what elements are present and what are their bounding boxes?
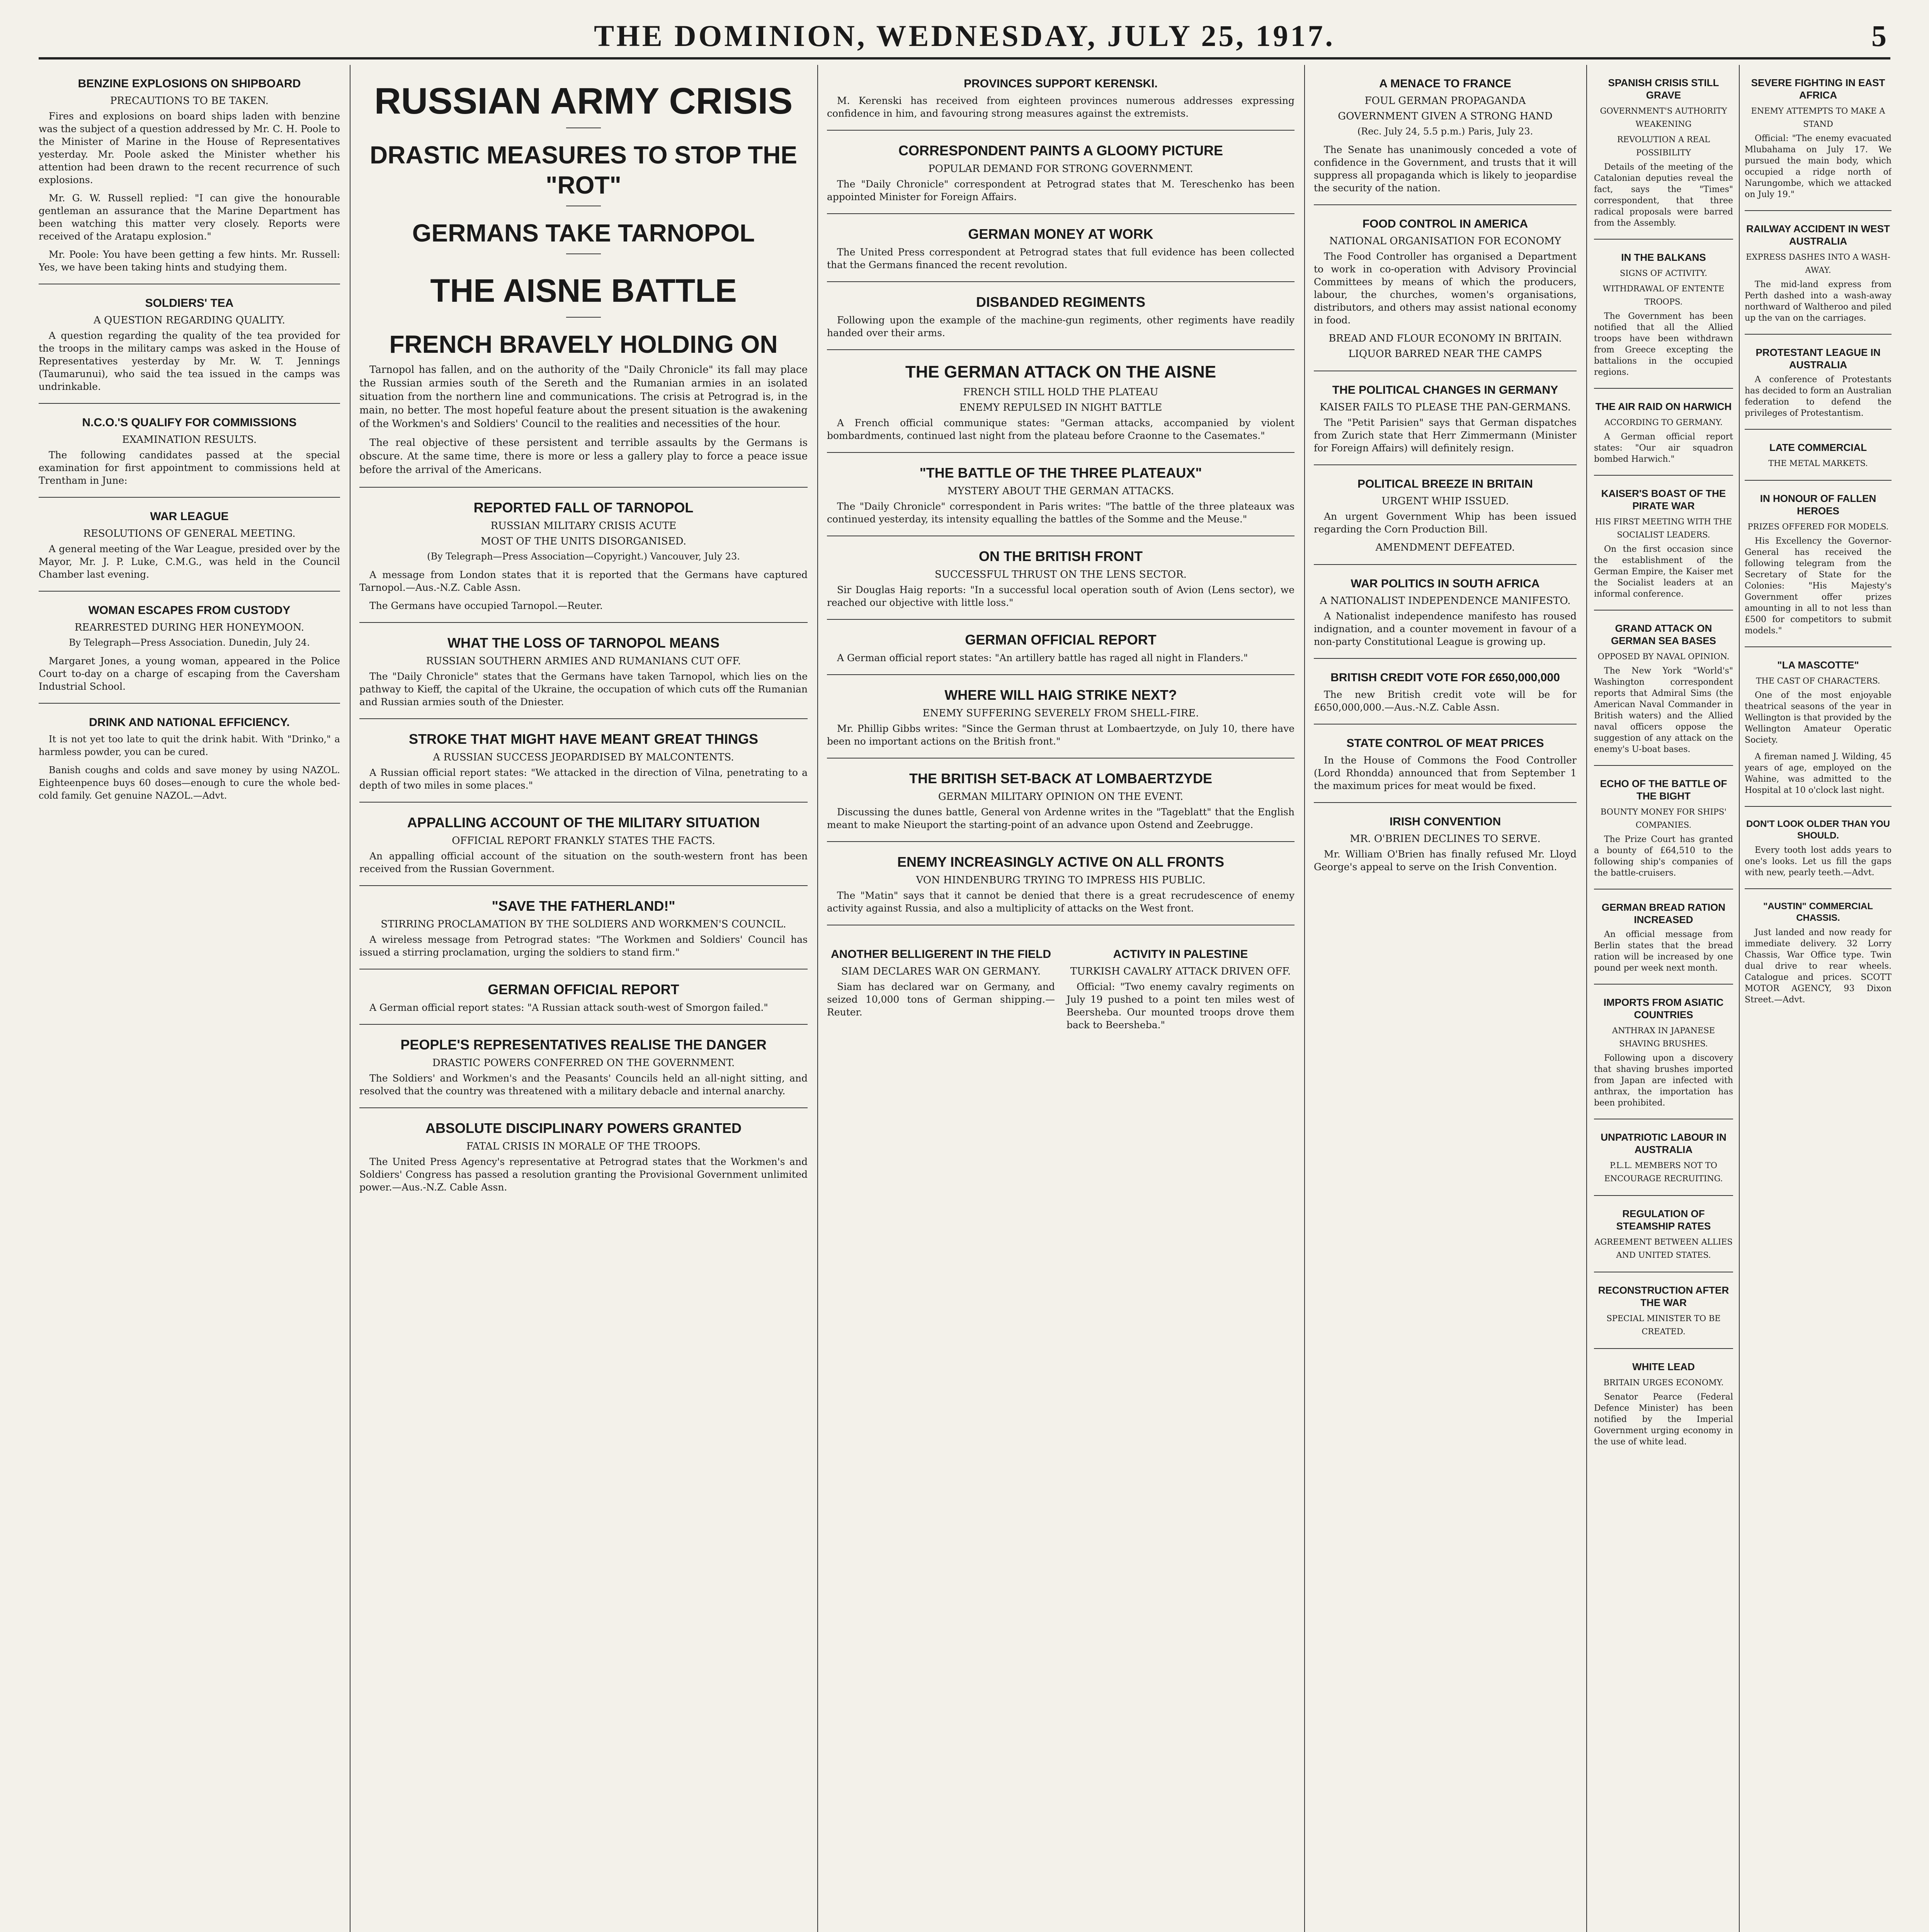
subheading: HIS FIRST MEETING WITH THE SOCIALIST LEADERS.: [1595, 517, 1732, 539]
paragraph: Official: "The enemy evacuated Mlubahama on July 17. We pursued the main body, which occupied a ridge north of Narungombe, which we attacked on July 19.": [1745, 134, 1892, 199]
divider: [1745, 210, 1892, 211]
divider: [1594, 1348, 1733, 1349]
paragraph: Mr. William O'Brien has finally refused Mr. Lloyd George's appeal to serve on the Irish Convention.: [1314, 849, 1577, 872]
paragraph: Fires and explosions on board ships laden with benzine was the subject of a question addressed by Mr. C. H. Poole to the Minister of Marine in the House of Representatives yesterday. Mr. Poole asked the Minister whether his attention had been drawn to the recent recurrence of such explosions.: [39, 111, 340, 185]
subheading: MR. O'BRIEN DECLINES TO SERVE.: [1350, 833, 1541, 845]
headline: ACTIVITY IN PALESTINE: [1113, 948, 1248, 961]
paragraph: The "Daily Chronicle" correspondent in Paris writes: "The battle of the three plateaux was continued yesterday, its intensity equalling the battles of the Somme and the Meuse.": [827, 501, 1295, 525]
headline: REGULATION OF STEAMSHIP RATES: [1616, 1208, 1711, 1232]
subheading: REARRESTED DURING HER HONEYMOON.: [74, 622, 304, 633]
paragraph: A Russian official report states: "We attacked in the direction of Vilna, penetrating to a depth of two miles in some places.": [359, 767, 808, 791]
headline: IMPORTS FROM ASIATIC COUNTRIES: [1603, 997, 1724, 1020]
column-6: [1745, 65, 1892, 1932]
headline: SPANISH CRISIS STILL GRAVE: [1608, 77, 1719, 101]
headline: THE AIR RAID ON HARWICH: [1595, 401, 1732, 412]
subheading: P.L.L. MEMBERS NOT TO ENCOURAGE RECRUITING.: [1604, 1161, 1723, 1183]
divider: [39, 591, 340, 592]
subheading: FOUL GERMAN PROPAGANDA: [1364, 95, 1526, 107]
divider: [39, 403, 340, 404]
subheading: GOVERNMENT GIVEN A STRONG HAND: [1338, 111, 1553, 122]
divider: [359, 1024, 808, 1025]
headline: RECONSTRUCTION AFTER THE WAR: [1598, 1284, 1729, 1308]
headline: THE POLITICAL CHANGES IN GERMANY: [1332, 384, 1558, 396]
column-2: [359, 65, 808, 1932]
column-rule: [817, 65, 818, 1932]
paragraph: Details of the meeting of the Catalonian deputies reveal the fact, says the "Times" correspondent, that three radical proposals were barred from the Assembly.: [1594, 162, 1733, 228]
palestine-article: [1067, 935, 1295, 1037]
subheading: RUSSIAN SOUTHERN ARMIES AND RUMANIANS CUT OFF.: [426, 655, 741, 667]
subheading: PRIZES OFFERED FOR MODELS.: [1747, 522, 1889, 531]
paragraph: The "Daily Chronicle" correspondent at Petrograd states that M. Tereschenko has been appointed Minister for Foreign Affairs.: [827, 179, 1295, 202]
paragraph: The "Daily Chronicle" states that the Germans have taken Tarnopol, which lies on the pathway to Kieff, the capital of the Ukraine, the occupation of which cuts off the Rumanian and Russian armies south of the Dniester.: [359, 671, 808, 707]
headline: FOOD CONTROL IN AMERICA: [1362, 218, 1528, 230]
divider: [1314, 564, 1577, 565]
subheading: A RUSSIAN SUCCESS JEOPARDISED BY MALCONTENTS.: [433, 752, 734, 763]
subheading: SPECIAL MINISTER TO BE CREATED.: [1606, 1314, 1721, 1336]
divider: [1745, 888, 1892, 889]
main-subheadline: DRASTIC MEASURES TO STOP THE "ROT": [370, 141, 797, 199]
paragraph: The "Matin" says that it cannot be denied that there is a great recrudescence of enemy activity against Russia, and also a multiplicity of attacks on the West front.: [827, 890, 1295, 914]
divider: [827, 281, 1295, 282]
headline: BENZINE EXPLOSIONS ON SHIPBOARD: [78, 77, 301, 90]
subheading: GOVERNMENT'S AUTHORITY WEAKENING: [1600, 106, 1727, 129]
subheading: ENEMY ATTEMPTS TO MAKE A STAND: [1751, 106, 1885, 129]
paragraph: One of the most enjoyable theatrical seasons of the year in Wellington is that provided by the Wellington Amateur Operatic Society.: [1745, 690, 1892, 745]
paragraph: The following candidates passed at the special examination for first appointment to commissions held at Trentham in June:: [39, 449, 340, 486]
divider: [1594, 239, 1733, 240]
dateline: (Rec. July 24, 5.5 p.m.) Paris, July 23.: [1357, 126, 1533, 137]
headline: ANOTHER BELLIGERENT IN THE FIELD: [831, 948, 1051, 961]
subheading: MOST OF THE UNITS DISORGANISED.: [481, 536, 686, 547]
divider: [827, 130, 1295, 131]
paragraph: An appalling official account of the situation on the south-western front has been received from the Russian Government.: [359, 850, 808, 874]
headline: CORRESPONDENT PAINTS A GLOOMY PICTURE: [898, 143, 1223, 158]
headline: PROTESTANT LEAGUE IN AUSTRALIA: [1755, 347, 1881, 371]
subheading: A NATIONALIST INDEPENDENCE MANIFESTO.: [1320, 595, 1571, 607]
headline: STROKE THAT MIGHT HAVE MEANT GREAT THINGS: [409, 731, 758, 747]
paragraph: The Senate has unanimously conceded a vote of confidence in the Government, and trusts that it will suppress all propaganda which is likely to jeopardise the security of the nation.: [1314, 144, 1577, 194]
headline: GERMAN BREAD RATION INCREASED: [1601, 901, 1726, 925]
subheading: OFFICIAL REPORT FRANKLY STATES THE FACTS.: [452, 835, 715, 847]
headline: IN HONOUR OF FALLEN HEROES: [1760, 493, 1876, 517]
headline: BRITISH CREDIT VOTE FOR £650,000,000: [1330, 671, 1560, 684]
advertisement: Every tooth lost adds years to one's looks. Let us fill the gaps with new, pearly teeth.—Advt.: [1745, 845, 1892, 878]
divider: [359, 622, 808, 623]
paragraph: A German official report states: "An artillery battle has raged all night in Flanders.": [837, 652, 1248, 663]
subheading: DRASTIC POWERS CONFERRED ON THE GOVERNMENT.: [432, 1057, 735, 1069]
headline: WAR POLITICS IN SOUTH AFRICA: [1351, 577, 1540, 590]
headline: APPALLING ACCOUNT OF THE MILITARY SITUATION: [407, 815, 760, 830]
headline: THE GERMAN ATTACK ON THE AISNE: [905, 362, 1216, 381]
paragraph: Sir Douglas Haig reports: "In a successful local operation south of Avion (Lens sector), we reached our objective with little loss.": [827, 584, 1295, 608]
paragraph: A conference of Protestants has decided to form an Australian federation to defend the privileges of Protestantism.: [1745, 375, 1892, 418]
headline: POLITICAL BREEZE IN BRITAIN: [1357, 478, 1533, 490]
paragraph: A fireman named J. Wilding, 45 years of age, employed on the Wahine, was admitted to the Hospital at 10 o'clock last night.: [1745, 752, 1892, 795]
divider: [1594, 610, 1733, 611]
subheading: REVOLUTION A REAL POSSIBILITY: [1617, 135, 1710, 157]
divider: [1594, 984, 1733, 985]
paragraph: Senator Pearce (Federal Defence Minister) has been notified by the Imperial Government urging economy in the use of white lead.: [1594, 1392, 1733, 1447]
column-rule: [1304, 65, 1305, 1932]
headline: WHITE LEAD: [1632, 1361, 1695, 1372]
headline: DRINK AND NATIONAL EFFICIENCY.: [89, 716, 290, 729]
divider: [827, 213, 1295, 214]
advertisement: Banish coughs and colds and save money by using NAZOL. Eighteenpence buys 60 doses—enough to cure the whole bed-cold family. Get genuine NAZOL.—Advt.: [39, 765, 340, 801]
main-subheadline: FRENCH BRAVELY HOLDING ON: [389, 330, 778, 358]
divider: [359, 1107, 808, 1108]
newspaper-title: THE DOMINION, WEDNESDAY, JULY 25, 1917.: [594, 19, 1335, 53]
subheading: RESOLUTIONS OF GENERAL MEETING.: [83, 528, 296, 539]
paragraph: The new British credit vote will be for £650,000,000.—Aus.-N.Z. Cable Assn.: [1314, 689, 1577, 713]
subheading: SUCCESSFUL THRUST ON THE LENS SECTOR.: [935, 569, 1187, 580]
paragraph: The Soldiers' and Workmen's and the Peasants' Councils held an all-night sitting, and resolved that the country was threatened with a military debacle and internal anarchy.: [359, 1073, 808, 1097]
headline: SEVERE FIGHTING IN EAST AFRICA: [1751, 77, 1885, 101]
bottom-split: [827, 935, 1295, 1037]
paragraph: The Government has been notified that all the Allied troops have been withdrawn from Greece excepting the battalions in the occupied regions.: [1594, 311, 1733, 377]
subheading: GERMAN MILITARY OPINION ON THE EVENT.: [938, 791, 1184, 803]
headline: GERMAN OFFICIAL REPORT: [488, 981, 679, 997]
headline: WAR LEAGUE: [150, 510, 229, 523]
dateline: By Telegraph—Press Association. Dunedin, July 24.: [69, 637, 310, 648]
headline: GERMAN MONEY AT WORK: [968, 226, 1153, 242]
main-headline: THE AISNE BATTLE: [430, 272, 737, 309]
advertisement-heading: DON'T LOOK OLDER THAN YOU SHOULD.: [1746, 819, 1890, 841]
headline: ON THE BRITISH FRONT: [979, 548, 1143, 564]
subheading: ACCORDING TO GERMANY.: [1604, 418, 1723, 427]
advertisement-heading: "AUSTIN" COMMERCIAL CHASSIS.: [1763, 901, 1873, 923]
divider: [359, 802, 808, 803]
headline: STATE CONTROL OF MEAT PRICES: [1346, 737, 1544, 750]
subheading: LIQUOR BARRED NEAR THE CAMPS: [1348, 348, 1542, 360]
column-3: [827, 65, 1295, 1932]
headline: N.C.O.'S QUALIFY FOR COMMISSIONS: [82, 416, 297, 429]
headline: THE BRITISH SET-BACK AT LOMBAERTZYDE: [909, 770, 1212, 786]
headline: LATE COMMERCIAL: [1769, 442, 1867, 453]
headline: WHERE WILL HAIG STRIKE NEXT?: [944, 687, 1177, 703]
divider: [1594, 765, 1733, 766]
dateline: (By Telegraph—Press Association—Copyright.) Vancouver, July 23.: [427, 551, 740, 562]
headline: DISBANDED REGIMENTS: [976, 294, 1146, 310]
paragraph: The Prize Court has granted a bounty of £64,510 to the following ship's companies of the battle-cruisers.: [1594, 835, 1733, 878]
divider: [827, 841, 1295, 842]
divider: [359, 718, 808, 719]
paragraph: An urgent Government Whip has been issued regarding the Corn Production Bill.: [1314, 511, 1577, 535]
headline: GRAND ATTACK ON GERMAN SEA BASES: [1611, 622, 1716, 646]
paragraph: Mr. Phillip Gibbs writes: "Since the German thrust at Lombaertzyde, on July 10, there have been no important actions on the British front.": [827, 723, 1295, 747]
subheading: RUSSIAN MILITARY CRISIS ACUTE: [490, 520, 677, 532]
headline: SOLDIERS' TEA: [145, 297, 234, 310]
divider: [827, 674, 1295, 675]
divider: [359, 487, 808, 488]
main-headline: RUSSIAN ARMY CRISIS: [374, 80, 793, 122]
column-1: [39, 65, 340, 1932]
headline: A MENACE TO FRANCE: [1379, 77, 1511, 90]
subheading: EXAMINATION RESULTS.: [122, 434, 257, 446]
subheading: SIGNS OF ACTIVITY.: [1619, 269, 1708, 278]
divider: [827, 349, 1295, 350]
paragraph: An official message from Berlin states that the bread ration will be increased by one pound per week next month.: [1594, 930, 1733, 973]
paragraph: A German official report states: "A Russian attack south-west of Smorgon failed.": [369, 1002, 768, 1013]
headline: "THE BATTLE OF THE THREE PLATEAUX": [919, 465, 1202, 481]
headline: "SAVE THE FATHERLAND!": [492, 898, 675, 914]
subheading: THE METAL MARKETS.: [1768, 459, 1868, 468]
divider: [1745, 334, 1892, 335]
subheading: THE CAST OF CHARACTERS.: [1756, 676, 1880, 685]
paragraph: His Excellency the Governor-General has received the following telegram from the Secretary of State for the Colonies: "His Majesty's Government offer prizes amounting in all to not less than £500 for competitors to submit models.": [1745, 536, 1892, 636]
subheading: EXPRESS DASHES INTO A WASH-AWAY.: [1746, 252, 1890, 275]
headline: ABSOLUTE DISCIPLINARY POWERS GRANTED: [425, 1120, 742, 1136]
divider: [1314, 658, 1577, 659]
paragraph: A German official report states: "Our air squadron bombed Harwich.": [1594, 432, 1733, 464]
divider: [359, 885, 808, 886]
paragraph: Tarnopol has fallen, and on the authority of the "Daily Chronicle" its fall may place the Russian armies south of the Sereth and the Rumanian armies in an isolated situation from the northern line and communications. The crisis at Petrograd is, in the main, no better. The most hopeful feature about the present situation is the awakening of the Workmen's and Soldiers' Council to the realities and necessities of the hour.: [359, 364, 808, 430]
divider: [1314, 464, 1577, 465]
divider: [1745, 806, 1892, 807]
headline: ECHO OF THE BATTLE OF THE BIGHT: [1600, 778, 1727, 802]
subheading: NATIONAL ORGANISATION FOR ECONOMY: [1329, 235, 1561, 247]
subheading: FRENCH STILL HOLD THE PLATEAU: [963, 386, 1158, 398]
paragraph: In the House of Commons the Food Controller (Lord Rhondda) announced that from September 1 the maximum prices for meat would be fixed.: [1314, 755, 1577, 791]
headline: RAILWAY ACCIDENT IN WEST AUSTRALIA: [1746, 223, 1890, 247]
paragraph: A wireless message from Petrograd states: "The Workmen and Soldiers' Council has issued a stirring proclamation, urging the soldiers to stand firm.": [359, 934, 808, 958]
divider: [1594, 475, 1733, 476]
headline: WHAT THE LOSS OF TARNOPOL MEANS: [447, 635, 720, 651]
paragraph: Margaret Jones, a young woman, appeared in the Police Court to-day on a charge of escaping from the Caversham Industrial School.: [39, 655, 340, 692]
column-4: [1314, 65, 1577, 1932]
paragraph: The Food Controller has organised a Department to work in co-operation with Advisory Provincial Committees by means of which the producers, labour, the churches, women's organisations, distributors, and others may assist national economy in food.: [1314, 251, 1577, 326]
headline: WOMAN ESCAPES FROM CUSTODY: [88, 604, 291, 617]
subheading: WITHDRAWAL OF ENTENTE TROOPS.: [1602, 284, 1725, 306]
paragraph: Discussing the dunes battle, General von Ardenne writes in the "Tageblatt" that the English meant to make Nieuport the starting-point of an advance upon Ostend and Zeebrugge.: [827, 806, 1295, 830]
headline: "LA MASCOTTE": [1777, 659, 1859, 671]
paragraph: The "Petit Parisien" says that German dispatches from Zurich state that Herr Zimmermann (Minister for Foreign Affairs) will definitely resign.: [1314, 417, 1577, 454]
subheading: A QUESTION REGARDING QUALITY.: [94, 315, 285, 326]
paragraph: Following upon the example of the machine-gun regiments, other regiments have readily handed over their arms.: [827, 315, 1295, 338]
headline: PROVINCES SUPPORT KERENSKI.: [964, 77, 1158, 90]
subheading: BRITAIN URGES ECONOMY.: [1603, 1378, 1724, 1387]
subheading: STIRRING PROCLAMATION BY THE SOLDIERS AND WORKMEN'S COUNCIL.: [381, 918, 786, 930]
paragraph: The New York "World's" Washington correspondent reports that Admiral Sims (the American Naval Commander in British waters) and the Allied naval officers oppose the suggestion of any attack on the enemy's U-boat bases.: [1594, 666, 1733, 754]
divider: [39, 703, 340, 704]
subheading: MYSTERY ABOUT THE GERMAN ATTACKS.: [947, 485, 1174, 497]
subheading: AMENDMENT DEFEATED.: [1375, 542, 1515, 553]
paragraph: Following upon a discovery that shaving brushes imported from Japan are infected with anthrax, the importation has been prohibited.: [1594, 1053, 1733, 1108]
paragraph: Mr. Poole: You have been getting a few hints. Mr. Russell: Yes, we have been taking hints and studying them.: [39, 249, 340, 273]
headline: REPORTED FALL OF TARNOPOL: [473, 500, 694, 515]
headline: IN THE BALKANS: [1621, 252, 1706, 263]
paragraph: A general meeting of the War League, presided over by the Mayor, Mr. J. P. Luke, C.M.G., was held in the Council Chamber last evening.: [39, 543, 340, 580]
paragraph: The United Press correspondent at Petrograd states that full evidence has been collected that the Germans financed the recent revolution.: [827, 247, 1295, 270]
paragraph: On the first occasion since the establishment of the German Empire, the Kaiser met the Socialist leaders at an informal conference.: [1594, 544, 1733, 599]
divider: [1314, 204, 1577, 205]
column-5: [1594, 65, 1733, 1932]
advertisement: It is not yet too late to quit the drink habit. With "Drinko," a harmless powder, you can be cured.: [39, 734, 340, 757]
subheading: ENEMY REPULSED IN NIGHT BATTLE: [959, 402, 1162, 413]
paragraph: Mr. G. W. Russell replied: "I can give the honourable gentleman an assurance that the Marine Department has been watching this matter very closely. Reports were received of the Aratapu explosion.": [39, 192, 340, 242]
divider: [1745, 429, 1892, 430]
masthead: [39, 11, 1890, 60]
subheading: ENEMY SUFFERING SEVERELY FROM SHELL-FIRE.: [922, 707, 1199, 719]
divider: [566, 253, 601, 254]
main-subheadline: GERMANS TAKE TARNOPOL: [412, 219, 755, 247]
divider: [1745, 646, 1892, 647]
divider: [1594, 388, 1733, 389]
subheading: PRECAUTIONS TO BE TAKEN.: [110, 95, 269, 107]
column-rule: [1739, 65, 1740, 1932]
paragraph: Siam has declared war on Germany, and seized 10,000 tons of German shipping.—Reuter.: [827, 981, 1055, 1018]
paragraph: A Nationalist independence manifesto has roused indignation, and a counter movement in favour of a non-party Constitutional League is growing up.: [1314, 611, 1577, 647]
paragraph: A French official communique states: "German attacks, accompanied by violent bombardments, continued last night from the plateau before Craonne to the Casemates.": [827, 417, 1295, 441]
paragraph: The United Press Agency's representative at Petrograd states that the Workmen's and Soldiers' Congress has passed a resolution granting the Provisional Government unlimited power.—Aus.-N.Z. Cable Assn.: [359, 1156, 808, 1193]
column-rule: [1586, 65, 1587, 1932]
headline: GERMAN OFFICIAL REPORT: [965, 632, 1157, 648]
paragraph: The Germans have occupied Tarnopol.—Reuter.: [369, 600, 603, 611]
headline: PEOPLE'S REPRESENTATIVES REALISE THE DANGER: [400, 1037, 767, 1053]
subheading: AGREEMENT BETWEEN ALLIES AND UNITED STATES.: [1594, 1237, 1733, 1260]
subheading: POPULAR DEMAND FOR STRONG GOVERNMENT.: [928, 163, 1193, 175]
subheading: FATAL CRISIS IN MORALE OF THE TROOPS.: [466, 1141, 701, 1152]
subheading: KAISER FAILS TO PLEASE THE PAN-GERMANS.: [1319, 401, 1571, 413]
subheading: OPPOSED BY NAVAL OPINION.: [1597, 652, 1730, 661]
lead-article: [359, 363, 808, 477]
divider: [1594, 1195, 1733, 1196]
subheading: VON HINDENBURG TRYING TO IMPRESS HIS PUBLIC.: [916, 874, 1206, 886]
subheading: SIAM DECLARES WAR ON GERMANY.: [841, 966, 1041, 977]
paragraph: Official: "Two enemy cavalry regiments on July 19 pushed to a point ten miles west of Beersheba. Our mounted troops drove them back to Beersheba.": [1067, 981, 1295, 1031]
divider: [1314, 802, 1577, 803]
subheading: TURKISH CAVALRY ATTACK DRIVEN OFF.: [1070, 966, 1291, 977]
headline: ENEMY INCREASINGLY ACTIVE ON ALL FRONTS: [897, 854, 1225, 870]
paragraph: The real objective of these persistent and terrible assaults by the Germans is obscure. At the same time, there is more or less a gallery play to force a peace issue before the arrival of the Americans.: [359, 437, 808, 476]
divider: [1745, 480, 1892, 481]
subheading: ANTHRAX IN JAPANESE SHAVING BRUSHES.: [1612, 1026, 1715, 1048]
headline: IRISH CONVENTION: [1389, 815, 1501, 828]
siam-article: [827, 935, 1055, 1037]
divider: [827, 758, 1295, 759]
headline: KAISER'S BOAST OF THE PIRATE WAR: [1601, 488, 1726, 512]
paragraph: The mid-land express from Perth dashed into a wash-away northward of Waltheroo and piled up the van on the carriages.: [1745, 280, 1892, 323]
paragraph: A message from London states that it is reported that the Germans have captured Tarnopol.—Aus.-N.Z. Cable Assn.: [359, 569, 808, 593]
divider: [827, 452, 1295, 453]
divider: [566, 317, 601, 318]
paragraph: A question regarding the quality of the tea provided for the troops in the military camps was asked in the House of Representatives yesterday by Mr. W. T. Jennings (Taumarunui), who said the tea issued in the camps was undrinkable.: [39, 330, 340, 392]
page-number: 5: [1871, 19, 1886, 53]
subheading: BREAD AND FLOUR ECONOMY IN BRITAIN.: [1329, 333, 1562, 344]
paragraph: M. Kerenski has received from eighteen provinces numerous addresses expressing confidence in him, and favouring strong measures against the extremists.: [827, 95, 1295, 119]
subheading: URGENT WHIP ISSUED.: [1381, 495, 1509, 507]
advertisement: Just landed and now ready for immediate delivery. 32 Lorry Chassis, War Office type. Twin dual drive to rear wheels. Catalogue and prices. SCOTT MOTOR AGENCY, 93 Dixon Street.—Advt.: [1745, 928, 1892, 1005]
divider: [827, 619, 1295, 620]
subheading: BOUNTY MONEY FOR SHIPS' COMPANIES.: [1600, 807, 1727, 830]
headline: UNPATRIOTIC LABOUR IN AUSTRALIA: [1601, 1131, 1727, 1155]
divider: [39, 497, 340, 498]
